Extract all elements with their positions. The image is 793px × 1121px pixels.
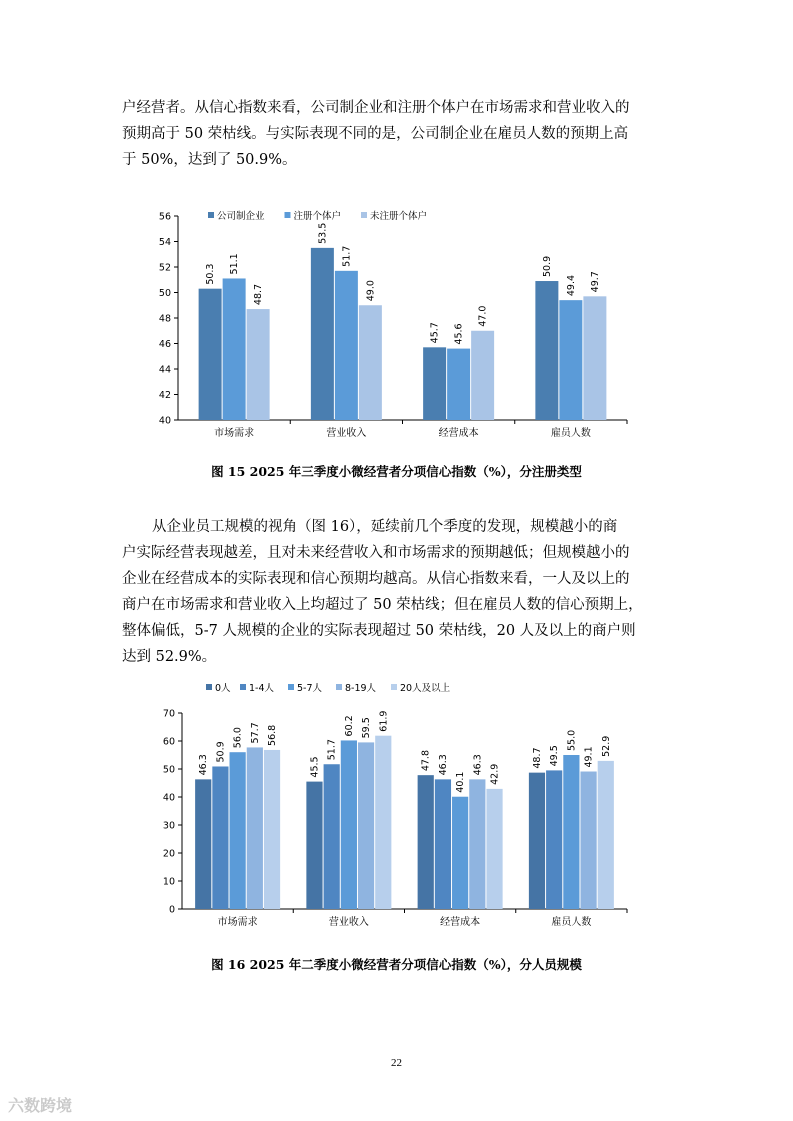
text-line: 商户在市场需求和营业收入上均超过了 50 荣枯线；但在雇员人数的信心预期上，	[122, 597, 643, 613]
bar	[212, 766, 228, 909]
bar	[546, 770, 562, 909]
y-tick-label: 50	[158, 288, 171, 299]
data-label: 57.7	[249, 722, 261, 744]
data-label: 47.8	[420, 750, 432, 772]
data-label: 61.9	[378, 710, 390, 732]
data-label: 49.1	[583, 746, 595, 768]
x-tick-label: 营业收入	[328, 917, 369, 928]
y-tick-label: 0	[168, 904, 175, 916]
data-label: 48.7	[253, 283, 265, 306]
y-tick-label: 30	[162, 820, 175, 832]
y-tick-label: 60	[162, 736, 175, 748]
y-tick-label: 54	[158, 237, 171, 248]
bar	[486, 789, 502, 909]
data-label: 42.9	[489, 763, 501, 785]
legend-swatch	[391, 684, 397, 690]
data-label: 49.0	[365, 280, 377, 302]
y-tick-label: 40	[158, 415, 171, 427]
legend-label: 0人	[215, 683, 231, 694]
bar	[423, 347, 446, 420]
text-line: 户经营者。从信心指数来看，公司制企业和注册个体户在市场需求和营业收入的	[122, 100, 630, 116]
data-label: 47.0	[477, 305, 489, 327]
figure-caption-16: 图 16 2025 年二季度小微经营者分项信心指数（%），分人员规模	[211, 957, 582, 972]
legend-label: 20人及以上	[400, 683, 451, 694]
bar	[341, 740, 357, 909]
legend-swatch	[206, 684, 212, 690]
bar	[435, 779, 451, 909]
bar	[358, 742, 374, 909]
data-label: 50.9	[215, 741, 227, 763]
data-label: 53.5	[317, 222, 329, 244]
text-line: 达到 52.9%。	[122, 649, 217, 665]
data-label: 59.5	[361, 717, 373, 739]
text-line: 整体偏低，5-7 人规模的企业的实际表现超过 50 荣枯线，20 人及以上的商户则	[122, 623, 636, 639]
watermark-logo: 六数跨境	[8, 1096, 73, 1115]
bar	[563, 755, 579, 909]
figure-caption-15: 图 15 2025 年三季度小微经营者分项信心指数（%），分注册类型	[211, 464, 582, 479]
legend-label: 8-19人	[345, 683, 377, 694]
y-tick-label: 44	[158, 364, 171, 376]
bar	[452, 797, 468, 909]
paragraph-registration-type	[122, 95, 674, 173]
bar	[535, 281, 558, 420]
page-number: 22	[391, 1057, 402, 1069]
data-label: 45.7	[429, 322, 441, 344]
x-tick-label: 营业收入	[326, 428, 367, 439]
y-tick-label: 52	[158, 262, 171, 274]
paragraph-staff-size	[122, 514, 674, 670]
legend-swatch	[208, 212, 214, 218]
bar	[375, 736, 391, 909]
data-label: 52.9	[600, 735, 612, 757]
text-line: 从企业员工规模的视角（图 16），延续前几个季度的发现，规模越小的商	[152, 519, 618, 535]
data-label: 49.7	[589, 271, 601, 293]
y-tick-label: 42	[158, 390, 171, 401]
data-label: 51.1	[229, 253, 241, 275]
bar	[583, 296, 606, 420]
data-label: 60.2	[343, 715, 355, 737]
bar	[359, 305, 382, 420]
legend-label: 未注册个体户	[370, 211, 428, 222]
y-tick-label: 20	[162, 848, 175, 860]
bar	[324, 764, 340, 909]
y-tick-label: 10	[162, 876, 175, 888]
x-tick-label: 经营成本	[440, 917, 481, 928]
chart-registration-type	[140, 202, 640, 452]
legend-label: 公司制企业	[217, 211, 265, 222]
bar	[230, 752, 246, 909]
bar	[247, 747, 263, 909]
bar	[447, 349, 470, 420]
data-label: 50.9	[541, 255, 553, 278]
bar	[559, 300, 582, 420]
bar	[335, 271, 358, 420]
data-label: 51.7	[326, 739, 338, 761]
data-label: 49.4	[565, 274, 577, 297]
data-label: 51.7	[341, 245, 353, 267]
y-tick-label: 46	[158, 339, 171, 350]
bar	[195, 779, 211, 909]
data-label: 55.0	[566, 729, 578, 751]
legend-label: 1-4人	[249, 683, 275, 694]
data-label: 48.7	[531, 747, 543, 769]
x-tick-label: 经营成本	[438, 428, 479, 439]
data-label: 56.0	[232, 727, 244, 749]
legend-label: 5-7人	[297, 683, 323, 694]
x-tick-label: 市场需求	[217, 917, 258, 928]
data-label: 40.1	[455, 771, 467, 793]
legend-swatch	[361, 212, 367, 218]
text-line: 于 50%，达到了 50.9%。	[122, 152, 297, 168]
bar	[418, 775, 434, 909]
legend-swatch	[336, 684, 342, 690]
data-label: 45.5	[309, 756, 321, 778]
bar	[306, 782, 322, 909]
legend-swatch	[285, 212, 291, 218]
x-tick-label: 雇员人数	[550, 428, 591, 439]
legend-swatch	[240, 684, 246, 690]
bar	[471, 331, 494, 420]
bar	[223, 278, 246, 420]
bar	[247, 309, 270, 420]
data-label: 49.5	[549, 745, 561, 767]
y-tick-label: 56	[158, 211, 171, 223]
bar	[469, 779, 485, 909]
data-label: 46.3	[198, 754, 210, 776]
data-label: 46.3	[437, 754, 449, 776]
text-line: 户实际经营表现越差，且对未来经营收入和市场需求的预期越低；但规模越小的	[122, 545, 630, 561]
text-line: 预期高于 50 荣枯线。与实际表现不同的是，公司制企业在雇员人数的预期上高	[122, 126, 629, 142]
bar	[264, 750, 280, 909]
y-tick-label: 40	[162, 792, 175, 804]
y-tick-label: 50	[162, 764, 175, 776]
chart-staff-size	[140, 676, 640, 936]
legend-label: 注册个体户	[293, 211, 342, 222]
bar	[311, 248, 334, 420]
legend-swatch	[288, 684, 294, 690]
y-tick-label: 48	[158, 313, 171, 325]
data-label: 45.6	[453, 323, 465, 345]
bar	[199, 289, 222, 420]
x-tick-label: 雇员人数	[551, 917, 592, 928]
bar	[529, 773, 545, 909]
y-tick-label: 70	[162, 708, 175, 720]
text-line: 企业在经营成本的实际表现和信心预期均越高。从信心指数来看，一人及以上的	[122, 571, 630, 587]
data-label: 56.8	[267, 724, 279, 746]
x-tick-label: 市场需求	[214, 428, 255, 439]
bar	[598, 761, 614, 909]
data-label: 46.3	[472, 754, 484, 776]
data-label: 50.3	[205, 263, 217, 285]
bar	[580, 772, 596, 909]
